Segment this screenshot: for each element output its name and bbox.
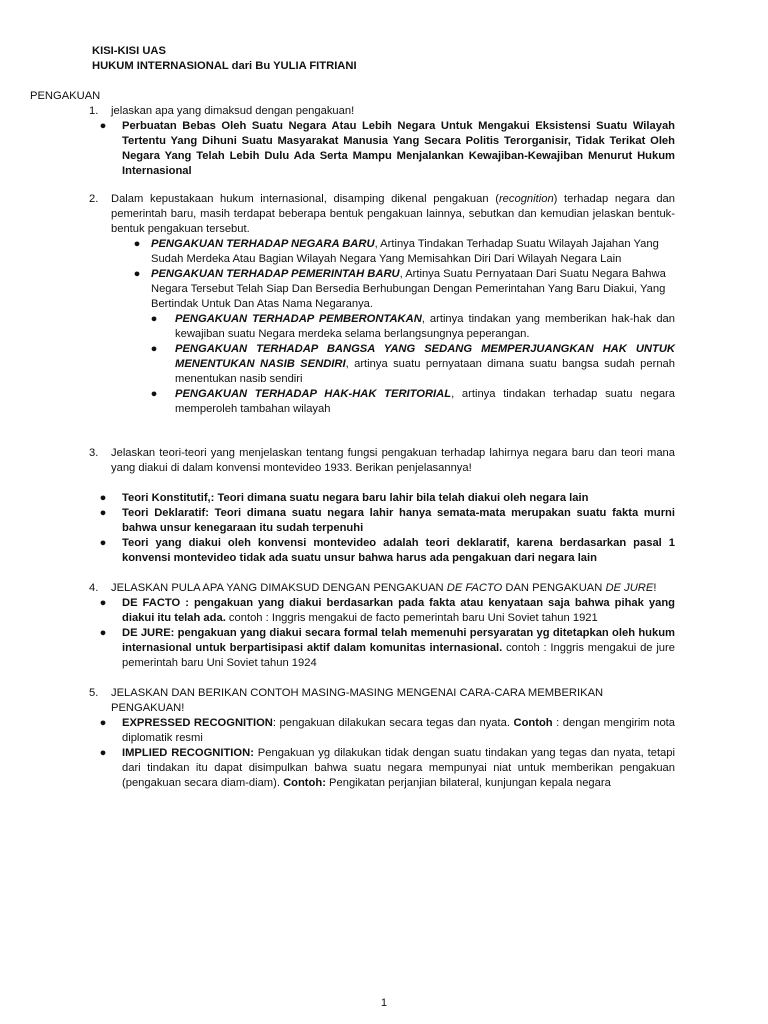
q5-answer-2: IMPLIED RECOGNITION: Pengakuan yg dilakukan tidak dengan suatu tindakan yang tegas dan nyata, tetapi dari tindakan itu dapat disimpulkan bahwa suatu negara mempunyai niat untuk memberikan pengakuan (pengakuan secara diam-diam). Contoh: Pengikatan perjanjian bilateral, kunjungan kepala negara [122, 747, 675, 789]
q2-subitem-1: PENGAKUAN TERHADAP PEMBERONTAKAN, artinya tindakan yang memberikan hak-hak dan kewajiban suatu Negara merdeka selama berlangsungnya peperangan. [175, 313, 675, 340]
q5-answer-2-bullet: ● [99, 747, 107, 759]
q3-answer-1: Teori Konstitutif,: Teori dimana suatu negara baru lahir bila telah diakui oleh negara lain [122, 492, 589, 504]
q3-answer-3-bullet: ● [99, 537, 107, 549]
q5-answer-1: EXPRESSED RECOGNITION: pengakuan dilakukan secara tegas dan nyata. Contoh : dengan mengirim nota diplomatik resmi [122, 717, 675, 744]
q5-answer-1-bullet: ● [99, 717, 107, 729]
page-number: 1 [380, 997, 388, 1009]
q2-item-1-bullet: ● [133, 238, 141, 250]
q3-answer-1-bullet: ● [99, 492, 107, 504]
q4-question: JELASKAN PULA APA YANG DIMAKSUD DENGAN PENGAKUAN DE FACTO DAN PENGAKUAN DE JURE! [111, 582, 657, 594]
q2-subitem-1-bullet: ● [150, 313, 158, 325]
q3-answer-2-bullet: ● [99, 507, 107, 519]
q1-bullet: ● [99, 120, 107, 132]
q3-number: 3. [89, 447, 99, 459]
q2-subitem-2: PENGAKUAN TERHADAP BANGSA YANG SEDANG MEMPERJUANGKAN HAK UNTUK MENENTUKAN NASIB SENDIRI, artinya suatu pernyataan dimana suatu bangsa sudah pernah menentukan nasib sendiri [175, 343, 675, 385]
q4-answer-1: DE FACTO : pengakuan yang diakui berdasarkan pada fakta atau kenyataan saja bahwa pihak yang diakui itu telah ada. contoh : Inggris mengakui de facto pemerintah baru Uni Soviet tahun 1921 [122, 597, 675, 624]
q2-subitem-3-bullet: ● [150, 388, 158, 400]
q3-question: Jelaskan teori-teori yang menjelaskan tentang fungsi pengakuan terhadap lahirnya negara baru dan teori mana yang diakui di dalam konvensi montevideo 1933. Berikan penjelasannya! [111, 447, 675, 474]
header-line-1: KISI-KISI UAS [92, 45, 166, 57]
q2-subitem-3: PENGAKUAN TERHADAP HAK-HAK TERITORIAL, artinya tindakan terhadap suatu negara memperoleh tambahan wilayah [175, 388, 675, 415]
q4-answer-1-bullet: ● [99, 597, 107, 609]
q3-answer-3: Teori yang diakui oleh konvensi montevideo adalah teori deklaratif, karena berdasarkan pasal 1 konvensi montevideo tidak ada suatu unsur bahwa harus ada pengakuan dari negara lain [122, 537, 675, 564]
q4-answer-2: DE JURE: pengakuan yang diakui secara formal telah memenuhi persyaratan yg ditetapkan oleh hukum internasional untuk berpartisipasi aktif dalam komunitas internasional. contoh : Inggris mengakui de jure pemerintah baru Uni Soviet tahun 1924 [122, 627, 675, 669]
q1-number: 1. [89, 105, 99, 117]
section-title: PENGAKUAN [30, 90, 101, 102]
q4-number: 4. [89, 582, 99, 594]
q2-subitem-2-bullet: ● [150, 343, 158, 355]
q5-question: JELASKAN DAN BERIKAN CONTOH MASING-MASING MENGENAI CARA-CARA MEMBERIKAN PENGAKUAN! [111, 687, 604, 714]
q3-answer-2: Teori Deklaratif: Teori dimana suatu negara lahir hanya semata-mata merupakan suatu fakta murni bahwa unsur kenegaraan itu sudah terpenuhi [122, 507, 675, 534]
q2-item-2: PENGAKUAN TERHADAP PEMERINTAH BARU, Artinya Suatu Pernyataan Dari Suatu Negara Bahwa Negara Tersebut Telah Siap Dan Bersedia Berhubungan Dengan Pemerintahan Yang Baru Diakui, Yang Bertindak Untuk Dan Atas Nama Negaranya. [151, 268, 666, 310]
q2-item-2-bullet: ● [133, 268, 141, 280]
q4-answer-2-bullet: ● [99, 627, 107, 639]
q5-number: 5. [89, 687, 99, 699]
q2-item-1: PENGAKUAN TERHADAP NEGARA BARU, Artinya Tindakan Terhadap Suatu Wilayah Jajahan Yang Sudah Merdeka Atau Bagian Wilayah Negara Yang Memisahkan Diri Dari Wilayah Negara Lain [151, 238, 659, 265]
header-line-2: HUKUM INTERNASIONAL dari Bu YULIA FITRIANI [92, 60, 357, 72]
q1-answer: Perbuatan Bebas Oleh Suatu Negara Atau Lebih Negara Untuk Mengakui Eksistensi Suatu Wilayah Tertentu Yang Dihuni Suatu Masyarakat Manusia Yang Secara Politis Terorganisir, Tidak Terikat Oleh Negara Yang Telah Lebih Dulu Ada Serta Mampu Menjalankan Kewajiban-Kewajiban Menurut Hukum Internasional [122, 120, 675, 177]
q2-number: 2. [89, 193, 99, 205]
q1-question: jelaskan apa yang dimaksud dengan pengakuan! [111, 105, 355, 117]
q2-question: Dalam kepustakaan hukum internasional, disamping dikenal pengakuan (recognition) terhadap negara dan pemerintah baru, masih terdapat beberapa bentuk pengakuan lainnya, sebutkan dan kemudian jelaskan bentuk-bentuk pengakuan tersebut. [111, 193, 675, 235]
